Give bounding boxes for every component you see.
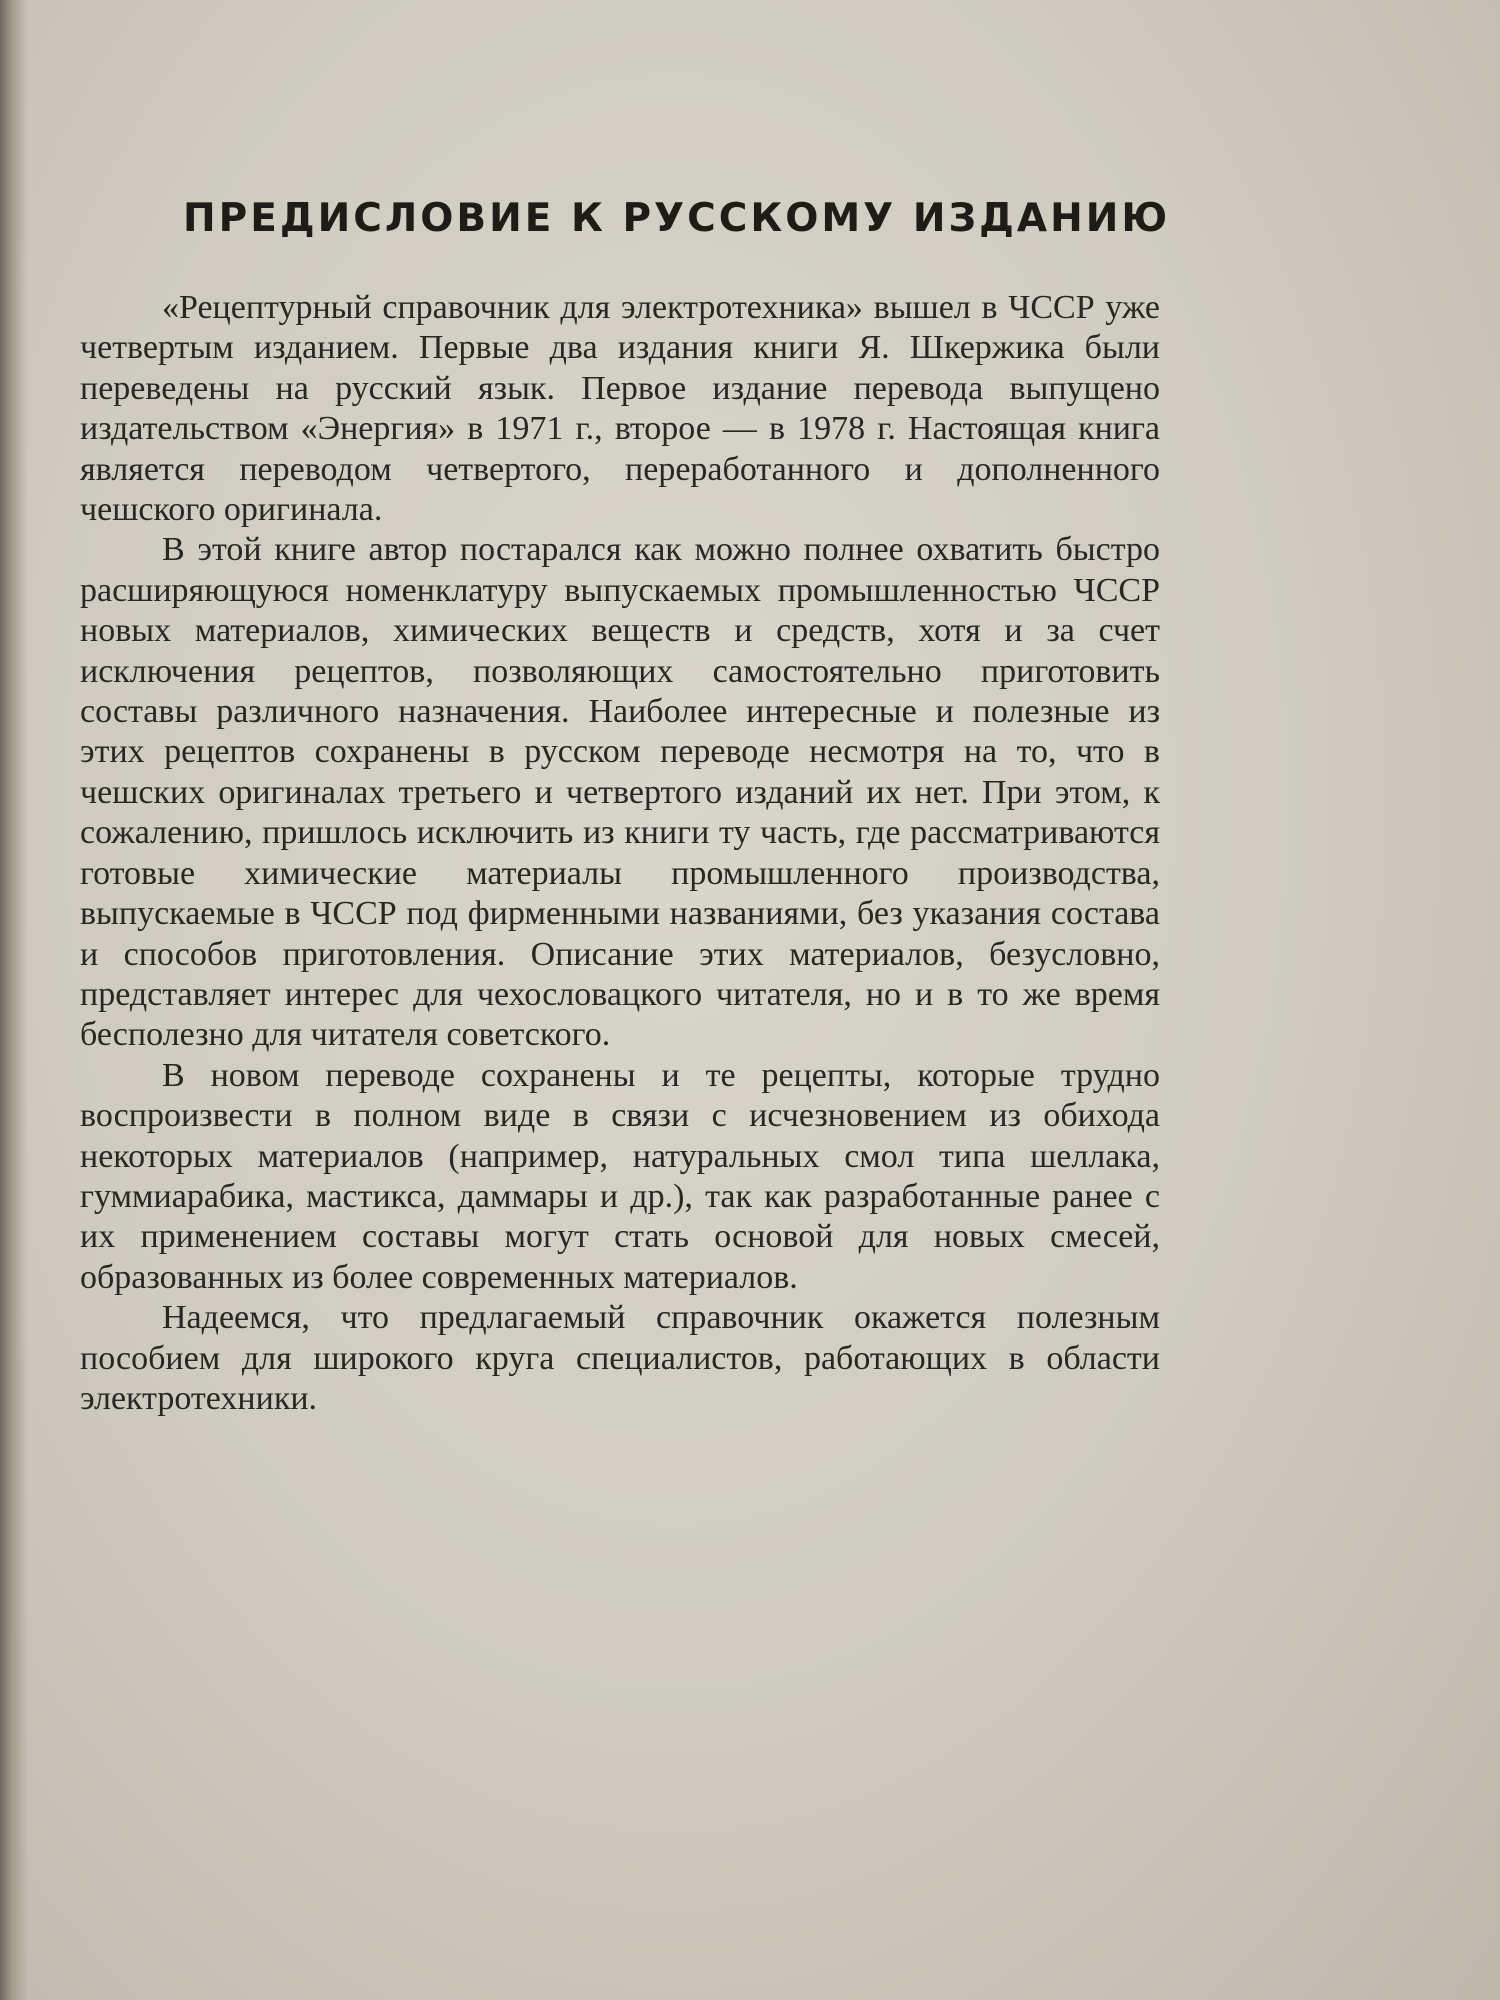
paragraph-2: В этой книге автор постарался как можно полнее охватить быстро расширяющуюся номенклатуру выпускаемых промышленностью ЧССР новых материалов, химических веществ и средств, хотя и за счет исключения рецептов, позволяющих самостоятельно приготовить составы различного назначения. Наиболее интересные и полезные из этих рецептов сохранены в русском переводе несмотря на то, что в чешских оригиналах третьего и четвертого изданий их нет. При этом, к сожалению, пришлось исключить из книги ту часть, где рассматриваются готовые химические материалы промышленного производства, выпускаемые в ЧССР под фирменными названиями, без указания состава и способов приготовления. Описание этих материалов, безусловно, представляет интерес для чехословацкого читателя, но и в то же время бесполезно для читателя советского.	[80, 531, 1160, 1054]
preface-text	[80, 288, 1160, 1419]
page-title: ПРЕДИСЛОВИЕ К РУССКОМУ ИЗДАНИЮ	[183, 196, 1171, 241]
paragraph-3: В новом переводе сохранены и те рецепты, которые трудно воспроизвести в полном виде в связи с исчезновением из обихода некоторых материалов (например, натуральных смол типа шеллака, гуммиарабика, мастикса, даммары и др.), так как разработанные ранее с их применением составы могут стать основой для новых смесей, образованных из более современных материалов.	[80, 1056, 1160, 1296]
paragraph-4: Надеемся, что предлагаемый справочник окажется полезным пособием для широкого круга специалистов, работающих в области электротехники.	[80, 1299, 1160, 1417]
page-gutter-shadow	[0, 0, 28, 2000]
paragraph-1: «Рецептурный справочник для электротехника» вышел в ЧССР уже четвертым изданием. Первые два издания книги Я. Шкержика были переведены на русский язык. Первое издание перевода выпущено издательством «Энергия» в 1971 г., второе — в 1978 г. Настоящая книга является переводом четвертого, переработанного и дополненного чешского оригинала.	[80, 289, 1160, 529]
